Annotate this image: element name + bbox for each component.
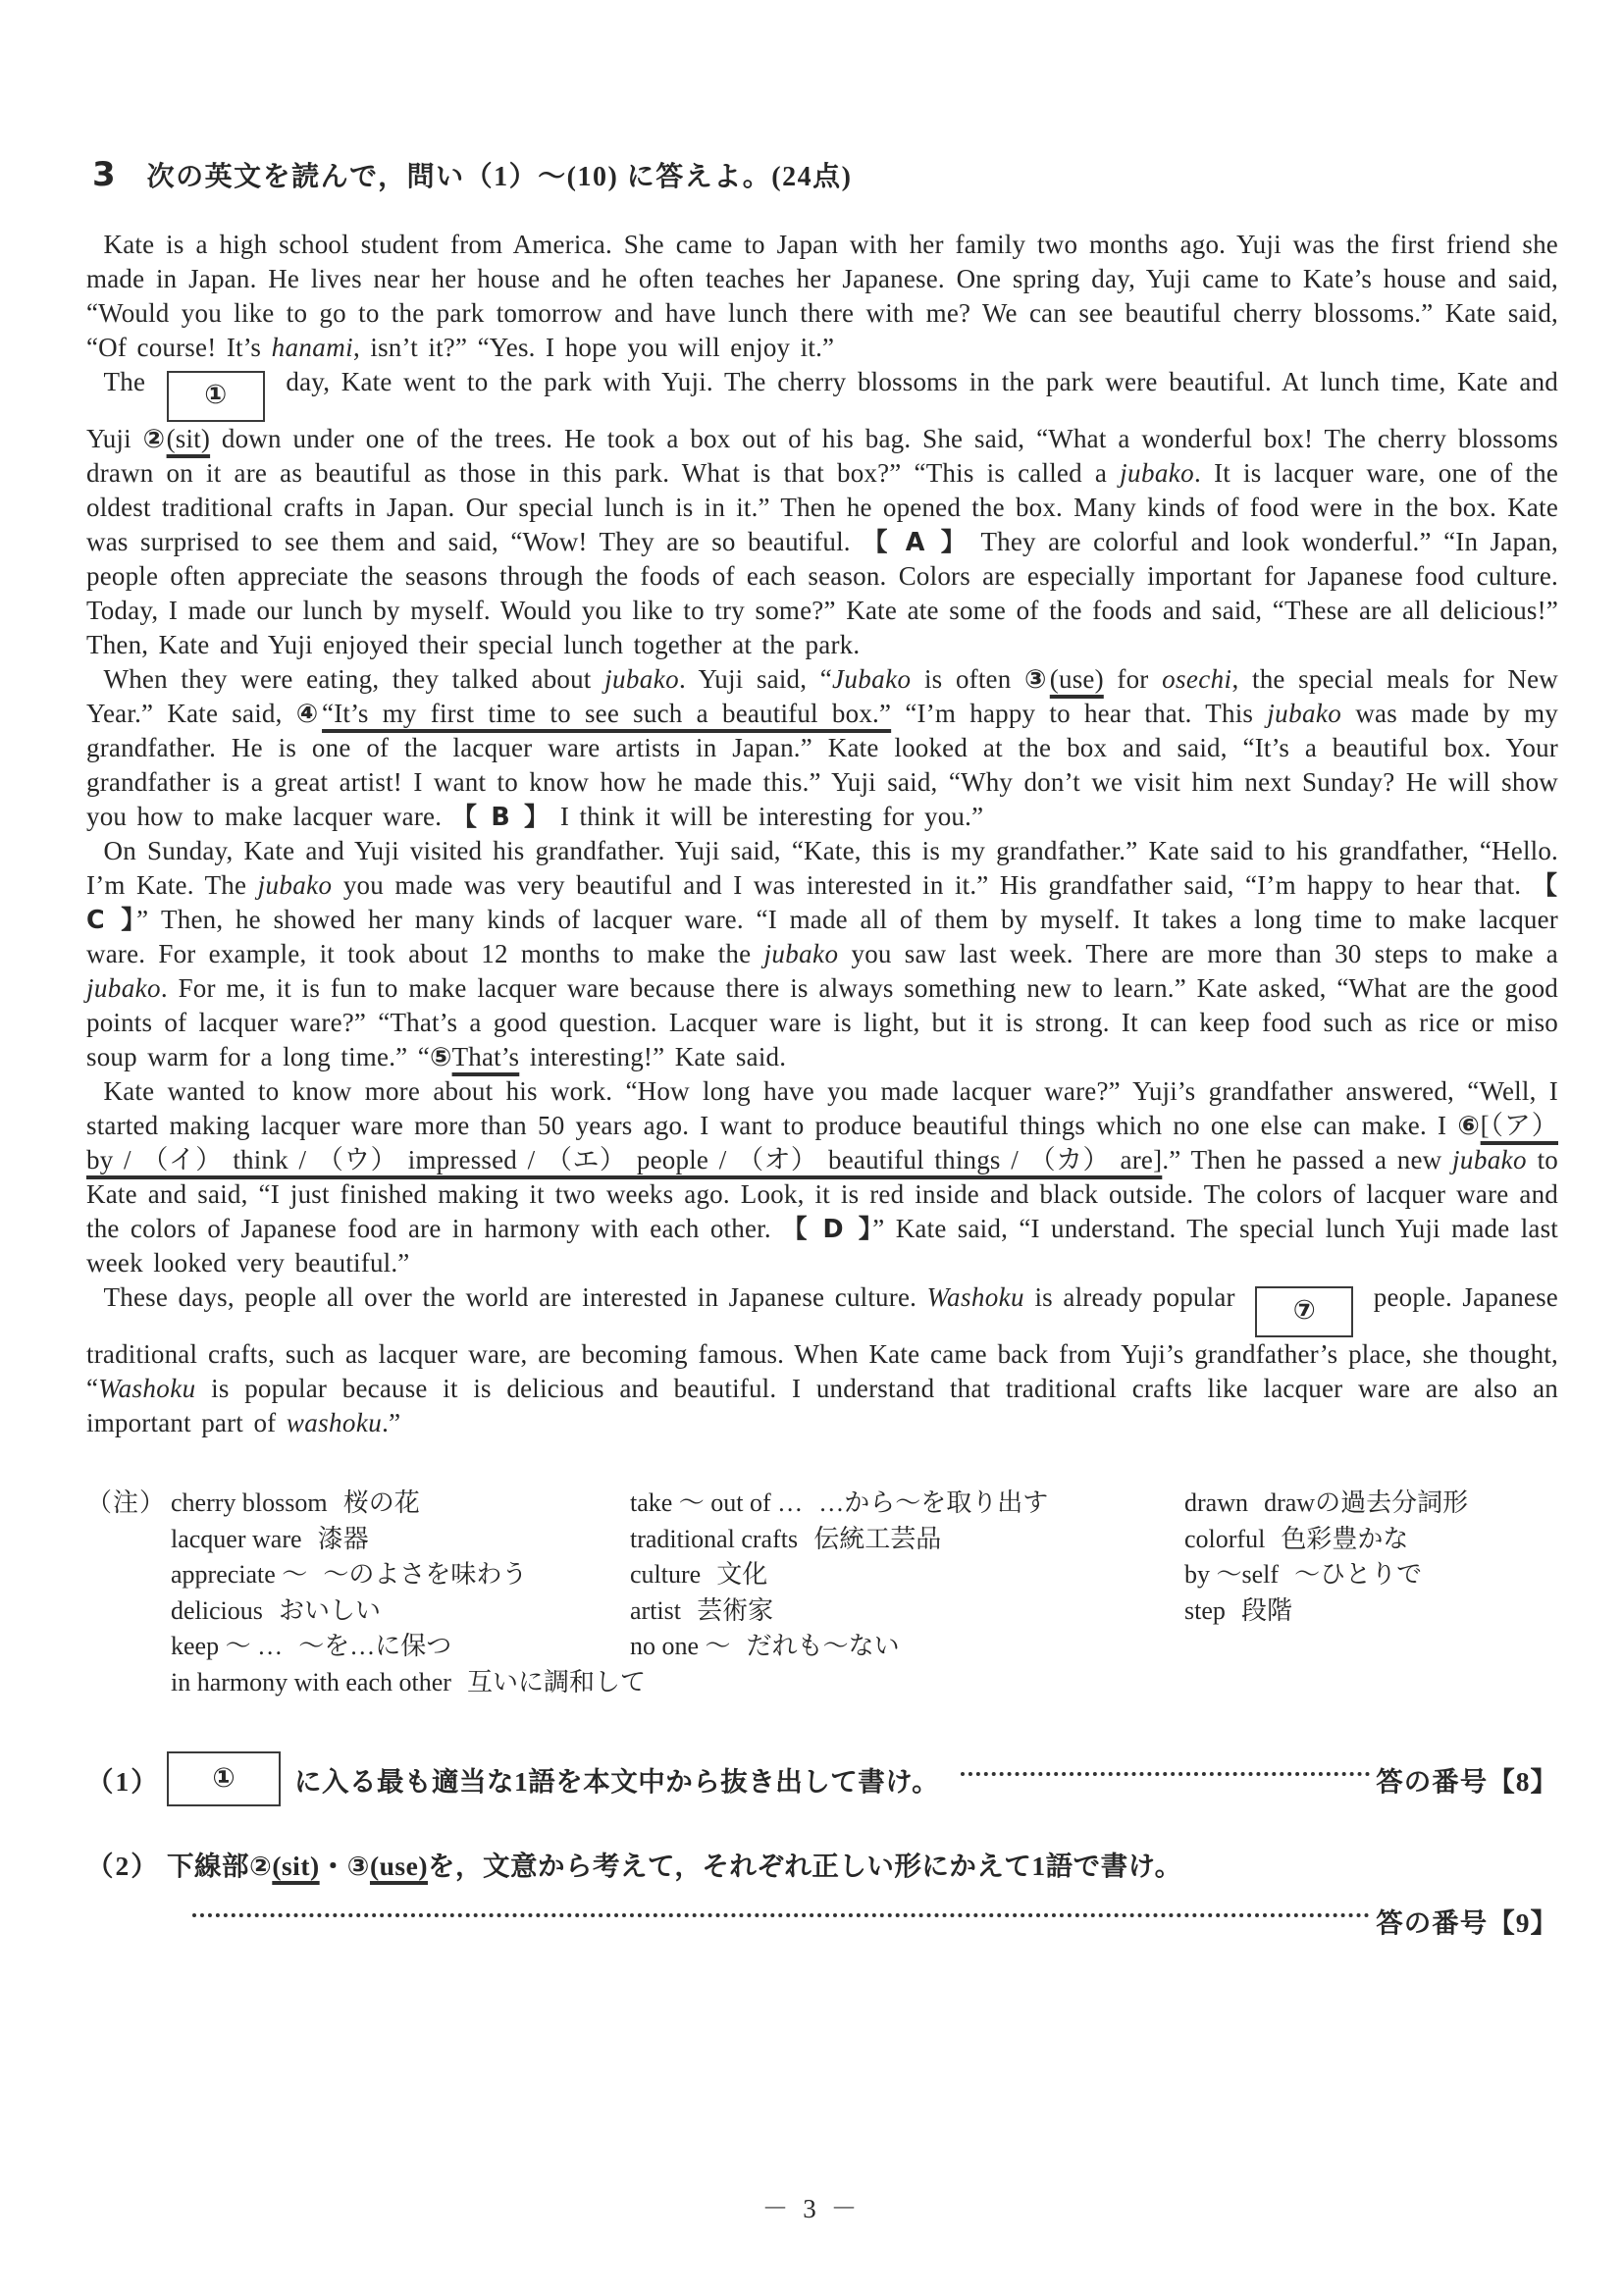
note-term: culture bbox=[630, 1560, 702, 1589]
note-term: keep ～ … bbox=[171, 1632, 284, 1660]
note-definition: drawの過去分詞形 bbox=[1264, 1488, 1469, 1517]
note-term: delicious bbox=[171, 1595, 263, 1625]
note-definition: 段階 bbox=[1241, 1595, 1293, 1625]
vocabulary-notes bbox=[86, 1486, 1558, 1700]
note-entry bbox=[630, 1593, 1184, 1630]
question-row bbox=[86, 1751, 1558, 1806]
text-run: The bbox=[103, 367, 157, 396]
text-run: interesting!” Kate said. bbox=[519, 1042, 787, 1071]
text-run: you made was very beautiful and I was interested in it.” His grandfather said, “I’m happy to hear that. bbox=[332, 870, 1533, 900]
notes-column bbox=[1184, 1486, 1468, 1629]
underlined-phrase: (use) bbox=[1049, 664, 1104, 694]
text-run: is popular because it is delicious and beautiful. I understand that traditional crafts like lacquer ware are also an important part of bbox=[86, 1374, 1558, 1437]
position-marker: 【 D 】 bbox=[782, 1214, 873, 1243]
text-run: day, Kate went to the park with Yuji. The cherry blossoms in the park were beautiful. At lunch time, Kate and Yuji bbox=[86, 367, 1558, 453]
circled-number: ② bbox=[249, 1852, 273, 1882]
italic-term: Jubako bbox=[831, 664, 912, 694]
underlined-phrase: “It’s my first time to see such a beautiful box.” bbox=[322, 699, 892, 728]
text-run: . For me, it is fun to make lacquer ware because there is always something new to learn.” Kate asked, “What are the good points of lacquer ware?” “That’s a good question. Lacquer ware is light, but it is strong. It can keep food such as rice or miso soup warm for a long time.” “ bbox=[86, 973, 1558, 1071]
notes-column bbox=[630, 1486, 1184, 1665]
note-term: lacquer ware bbox=[171, 1524, 302, 1553]
italic-term: osechi bbox=[1162, 664, 1232, 694]
text-run: を，文意から考えて，それぞれ正しい形にかえて1語で書け。 bbox=[427, 1851, 1182, 1881]
note-entry bbox=[1184, 1522, 1468, 1558]
note-definition: だれも～ない bbox=[746, 1632, 900, 1660]
text-run: On Sunday, Kate and Yuji visited his grandfather. Yuji said, “Kate, this is my grandfather.” Kate said to his grandfather, “Hello. I’m Kate. The bbox=[86, 836, 1558, 900]
question-3-header bbox=[86, 155, 1558, 194]
answer-number-label: 答の番号【8】 bbox=[1376, 1766, 1558, 1797]
text-run: . It is lacquer ware, one of the oldest traditional crafts in Japan. Our special lunch is in it.” Then he opened the box. Many kinds of food were in the box. Kate was surprised to see them and said, “Wow! They are so beautiful. bbox=[86, 458, 1558, 556]
underlined-phrase: That’s bbox=[451, 1042, 520, 1071]
text-run: . Yuji said, “ bbox=[679, 664, 832, 694]
text-run: for bbox=[1103, 664, 1163, 694]
circled-number: ③ bbox=[346, 1852, 370, 1882]
question-leader-row bbox=[86, 1901, 1558, 1940]
position-marker: 【 A 】 bbox=[863, 527, 969, 556]
text-run: Kate is a high school student from America. She came to Japan with her family two months ago. Yuji was the first friend she made in Japan. He lives near her house and he often teaches her Japanese. One spring day, Yuji came to Kate’s house and said, “Would you like to go to the park tomorrow and have lunch there with me? We can see beautiful cherry blossoms.” Kate said, “Of course! It’s bbox=[86, 230, 1558, 362]
page-number: － 3 － bbox=[761, 2194, 862, 2223]
section-number: 3 bbox=[92, 155, 116, 194]
text-run: is often bbox=[911, 664, 1025, 694]
answer-number-label: 答の番号【9】 bbox=[1376, 1907, 1558, 1938]
underlined-phrase: (use) bbox=[369, 1851, 428, 1881]
note-entry bbox=[1184, 1557, 1468, 1593]
text-run: I think it will be interesting for you.” bbox=[550, 802, 984, 831]
text-run: you saw last week. There are more than 30 steps to make a bbox=[838, 939, 1558, 968]
italic-term: hanami bbox=[271, 333, 353, 362]
italic-term: jubako bbox=[604, 664, 679, 694]
passage-paragraph bbox=[86, 662, 1558, 834]
underlined-phrase: (sit) bbox=[272, 1851, 320, 1881]
note-definition: おいしい bbox=[278, 1595, 381, 1625]
italic-term: jubako bbox=[1120, 458, 1195, 488]
underlined-phrase: (sit) bbox=[166, 424, 211, 453]
question-row bbox=[86, 1844, 1558, 1883]
questions-section bbox=[86, 1751, 1558, 1940]
note-term: traditional crafts bbox=[630, 1524, 799, 1553]
note-entry bbox=[1184, 1593, 1468, 1630]
italic-term: jubako bbox=[1267, 699, 1342, 728]
note-definition: 色彩豊かな bbox=[1281, 1524, 1409, 1553]
note-entry bbox=[171, 1522, 630, 1558]
italic-term: jubako bbox=[763, 939, 839, 968]
reading-passage bbox=[86, 228, 1558, 1440]
italic-term: jubako bbox=[86, 973, 161, 1003]
note-entry bbox=[171, 1557, 630, 1593]
italic-term: Washoku bbox=[98, 1374, 196, 1403]
position-marker: 【 B 】 bbox=[451, 802, 550, 831]
circled-number: ⑥ bbox=[1457, 1111, 1481, 1141]
text-run: ” Kate said, “I understand. The special lunch Yuji made last week looked very beautiful.” bbox=[86, 1214, 1558, 1278]
position-marker: 【 C 】 bbox=[86, 870, 1558, 934]
note-entry bbox=[630, 1629, 1184, 1665]
text-run: Kate wanted to know more about his work. “How long have you made lacquer ware?” Yuji’s grandfather answered, “Well, I started making lacquer ware more than 50 years ago. I want to produce beautiful things which no one else can make. I bbox=[86, 1076, 1558, 1140]
text-run: .” Then he passed a new bbox=[1162, 1145, 1453, 1174]
question-text bbox=[294, 1759, 939, 1799]
question-label: （2） bbox=[86, 1851, 160, 1881]
section-instruction: 次の英文を読んで，問い（1）～(10) に答えよ。(24点) bbox=[146, 162, 853, 192]
passage-paragraph bbox=[86, 1280, 1558, 1440]
text-run: was made by my grandfather. He is one of the lacquer ware artists in Japan.” Kate looked at the box and said, “It’s a beautiful box. Your grandfather is a great artist! I want to know how he made this.” Yuji said, “Why don’t we visit him next Sunday? He will show you how to make lacquer ware. bbox=[86, 699, 1558, 831]
text-run: , the special meals for New Year.” Kate said, bbox=[86, 664, 1558, 728]
blank-box: ① bbox=[167, 371, 265, 422]
circled-number: ⑤ bbox=[429, 1042, 452, 1072]
note-term: cherry blossom bbox=[171, 1488, 328, 1517]
note-term: artist bbox=[630, 1595, 681, 1625]
answer-blank-box: ① bbox=[167, 1751, 281, 1806]
text-run: ” Then, he showed her many kinds of lacquer ware. “I made all of them by myself. It takes a long time to make lacquer ware. For example, it took about 12 months to make the bbox=[86, 905, 1558, 968]
note-entry bbox=[630, 1557, 1184, 1593]
italic-term: jubako bbox=[1452, 1145, 1527, 1174]
underlined-phrase: [（ア） by / （イ） think / （ウ） impressed / （エ） people / （オ） beautiful things / （カ） are] bbox=[86, 1111, 1558, 1174]
circled-number: ② bbox=[142, 424, 167, 454]
note-definition: ～を…に保つ bbox=[298, 1632, 452, 1660]
text-run: down under one of the trees. He took a box out of his bag. She said, “What a wonderful box! The cherry blossoms drawn on it are as beautiful as those in this park. What is that box?” “This is called a bbox=[86, 424, 1558, 488]
question-label: （1） bbox=[86, 1766, 160, 1797]
note-definition: 漆器 bbox=[317, 1524, 369, 1553]
text-run: to Kate and said, “I just finished making it two weeks ago. Look, it is red inside and black outside. The colors of lacquer ware and the colors of Japanese food are in harmony with each other. bbox=[86, 1145, 1558, 1243]
circled-number: ③ bbox=[1024, 664, 1050, 695]
question-2 bbox=[86, 1844, 1558, 1940]
text-run: ・ bbox=[319, 1851, 347, 1881]
note-term: by ～self bbox=[1184, 1560, 1280, 1589]
text-run: に入る最も適当な1語を本文中から抜き出して書け。 bbox=[294, 1766, 940, 1797]
note-entry bbox=[630, 1522, 1184, 1558]
note-term: in harmony with each other bbox=[171, 1667, 451, 1696]
note-term: drawn bbox=[1184, 1488, 1248, 1517]
note-entry bbox=[171, 1665, 647, 1701]
italic-term: Washoku bbox=[926, 1282, 1024, 1312]
circled-number: ④ bbox=[295, 699, 323, 729]
note-entry bbox=[171, 1486, 630, 1522]
text-run: These days, people all over the world are interested in Japanese culture. bbox=[103, 1282, 927, 1312]
text-run: They are colorful and look wonderful.” “In Japan, people often appreciate the seasons through the foods of each season. Colors are especially important for Japanese food culture. Today, I made our lunch by myself. Would you like to try some?” Kate ate some of the foods and said, “These are all delicious!” Then, Kate and Yuji enjoyed their special lunch together at the park. bbox=[86, 527, 1558, 659]
italic-term: jubako bbox=[257, 870, 333, 900]
note-definition: 桜の花 bbox=[342, 1488, 420, 1517]
note-definition: …から～を取り出す bbox=[818, 1488, 1049, 1517]
note-definition: 芸術家 bbox=[697, 1595, 774, 1625]
note-term: no one ～ bbox=[630, 1632, 731, 1660]
text-run: 下線部 bbox=[167, 1851, 249, 1881]
note-term: appreciate ～ bbox=[171, 1560, 308, 1589]
notes-columns bbox=[171, 1486, 1558, 1700]
note-entry bbox=[171, 1593, 630, 1630]
text-run: When they were eating, they talked about bbox=[103, 664, 605, 694]
passage-paragraph bbox=[86, 834, 1558, 1074]
note-term: colorful bbox=[1184, 1524, 1266, 1553]
passage-paragraph bbox=[86, 1074, 1558, 1280]
note-entry bbox=[1184, 1486, 1468, 1522]
dotted-leader bbox=[192, 1913, 1370, 1917]
note-term: take ～ out of … bbox=[630, 1488, 804, 1517]
text-run: people. Japanese traditional crafts, such as lacquer ware, are becoming famous. When Kate came back from Yuji’s grandfather’s place, she thought, “ bbox=[86, 1282, 1558, 1403]
note-definition: 互いに調和して bbox=[467, 1667, 647, 1696]
question-1 bbox=[86, 1751, 1558, 1806]
passage-paragraph bbox=[86, 228, 1558, 365]
dotted-leader bbox=[961, 1772, 1370, 1776]
passage-paragraph bbox=[86, 365, 1558, 662]
notes-label: （注） bbox=[86, 1488, 167, 1517]
italic-term: washoku bbox=[286, 1408, 383, 1437]
text-run: .” bbox=[382, 1408, 401, 1437]
text-run: is already popular bbox=[1023, 1282, 1246, 1312]
notes-column bbox=[171, 1486, 647, 1700]
note-entry bbox=[630, 1486, 1184, 1522]
text-run: , isn’t it?” “Yes. I hope you will enjoy it.” bbox=[353, 333, 835, 362]
note-definition: ～のよさを味わう bbox=[323, 1560, 528, 1589]
note-term: step bbox=[1184, 1595, 1226, 1625]
note-definition: 伝統工芸品 bbox=[813, 1524, 942, 1553]
note-definition: ～ひとりで bbox=[1294, 1560, 1423, 1589]
note-definition: 文化 bbox=[716, 1560, 768, 1589]
text-run: “I’m happy to hear that. This bbox=[891, 699, 1268, 728]
question-text bbox=[167, 1844, 1182, 1883]
note-entry bbox=[171, 1629, 630, 1665]
blank-box: ⑦ bbox=[1255, 1286, 1353, 1337]
